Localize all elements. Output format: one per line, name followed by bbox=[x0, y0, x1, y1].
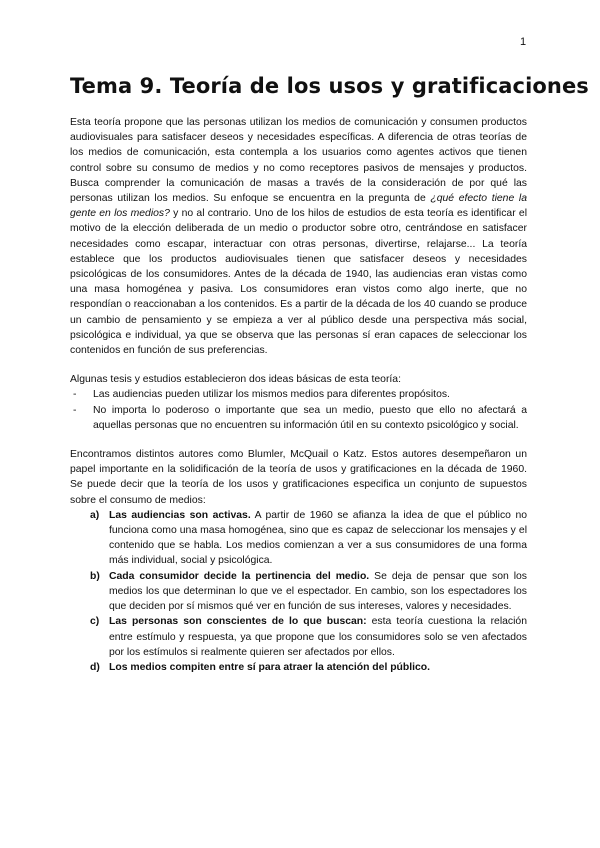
intro-paragraph bbox=[70, 115, 527, 358]
list-marker: d) bbox=[90, 661, 100, 673]
list-item bbox=[70, 403, 527, 433]
assumption-text: A partir de 1960 se afianza la idea de que el público no funciona como una masa homogénea, sino que es capaz de seleccionar los mensajes y el contenido que se habla. Los medios comienzan a ver a sus consumidores de una forma más individual, social y psicológica. bbox=[109, 509, 528, 567]
assumption-text: esta teoría cuestiona la relación entre estímulo y respuesta, ya que propone que los consumidores solo se ven afectados por los estímulos si realmente quieren ser afectados por ellos. bbox=[109, 616, 527, 658]
assumption-lead: Cada consumidor decide la pertinencia del medio. bbox=[109, 570, 370, 582]
list-item bbox=[70, 508, 527, 569]
assumption-lead: Las audiencias son activas. bbox=[109, 509, 251, 521]
list-marker: b) bbox=[90, 570, 100, 582]
list-dash: - bbox=[73, 389, 77, 401]
page-number: 1 bbox=[520, 36, 527, 48]
intro-text-start: Esta teoría propone que las personas utilizan los medios de comunicación y consumen productos audiovisuales para satisfacer deseos y necesidades específicas. A diferencia de otras teorías de los medios de comunicación, esta contempla a los usuarios como agentes activos que tienen control sobre su consumo de medios y no como receptores pasivos de mensajes y productos. Busca comprender la comunicación de masas a través de la consideración de por qué las personas utilizan los medios. Su enfoque se encuentra en la pregunta de bbox=[70, 117, 527, 205]
assumption-lead: Las personas son conscientes de lo que buscan: bbox=[109, 616, 367, 628]
list-item bbox=[70, 569, 527, 615]
list-item-text: No importa lo poderoso o importante que sea un medio, puesto que ello no afectará a aquellas personas que no encuentren su información útil en su contexto psicológico y social. bbox=[93, 404, 527, 431]
assumption-lead: Los medios compiten entre sí para atraer la atención del público. bbox=[109, 661, 431, 673]
assumptions-list bbox=[70, 508, 527, 675]
list-dash: - bbox=[73, 404, 77, 416]
list-marker: a) bbox=[90, 509, 100, 521]
document-body bbox=[70, 115, 527, 675]
list-item bbox=[70, 660, 527, 675]
assumption-text: Se deja de pensar que son los medios los que determinan lo que ve el espectador. En cambio, son los espectadores los que deciden por sí mismos qué ver en función de sus intereses, valores y necesidades. bbox=[109, 570, 527, 613]
ideas-list bbox=[70, 387, 527, 433]
ideas-intro: Algunas tesis y estudios establecieron dos ideas básicas de esta teoría: bbox=[70, 374, 401, 386]
list-item-text: Las audiencias pueden utilizar los mismos medios para diferentes propósitos. bbox=[93, 389, 450, 401]
intro-question: ¿qué efecto tiene la gente en los medios? bbox=[70, 193, 527, 220]
authors-paragraph: Encontramos distintos autores como Blumler, McQuail o Katz. Estos autores desempeñaron un papel importante en la solidificación de la teoría de usos y gratificaciones en la década de 1960. Se puede decir que la teoría de los usos y gratificaciones especifica un conjunto de supuestos sobre el consumo de medios: bbox=[70, 449, 527, 506]
list-item bbox=[70, 614, 527, 660]
page-title: Tema 9. Teoría de los usos y gratificaciones bbox=[70, 74, 589, 98]
list-marker: c) bbox=[90, 616, 100, 628]
intro-text-end: y no al contrario. Uno de los hilos de estudios de esta teoría es identificar el motivo de la elección deliberada de un medio o productor sobre otro, centrándose en satisfacer necesidades como escapar, interactuar con otras personas, divertirse, relajarse... La teoría establece que los productos audiovisuales tienen que satisfacer deseos y necesidades psicológicas de los consumidores. Antes de la década de 1940, las audiencias eran vistas como una masa homogénea y pasiva. Los consumidores eran vistos como algo inerte, que no respondían o reaccionaban a los contenidos. Es a partir de la década de los 40 cuando se produce un cambio de pensamiento y se empieza a ver al público desde una perspectiva más social, psicológica e individual, ya que se observa que las personas sí eran capaces de seleccionar los contenidos en función de sus preferencias. bbox=[70, 208, 527, 357]
list-item bbox=[70, 387, 527, 402]
